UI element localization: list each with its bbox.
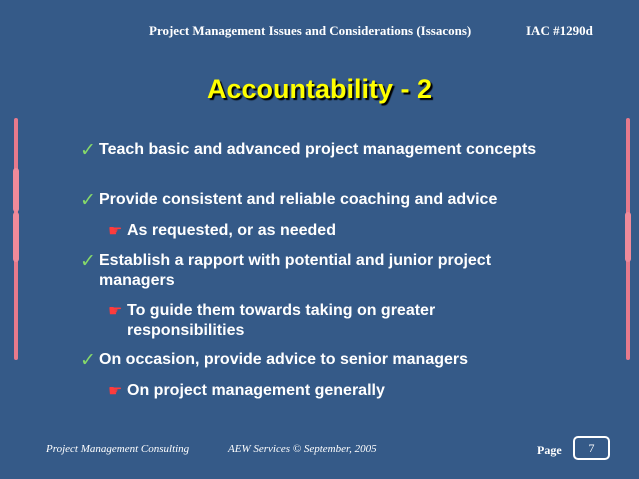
checkmark-icon: ✓ xyxy=(80,250,96,272)
pointing-hand-icon: ☛ xyxy=(108,301,123,320)
checkmark-icon: ✓ xyxy=(80,189,96,211)
footer-company: Project Management Consulting xyxy=(46,443,190,455)
bullet-text: Provide consistent and reliable coaching and advice xyxy=(99,191,498,208)
checkmark-icon: ✓ xyxy=(80,139,96,161)
sub-bullet-text: To guide them towards taking on greater responsibilities xyxy=(127,302,436,339)
footer-copyright: AEW Services © September, 2005 xyxy=(228,443,377,455)
left-bar-accent xyxy=(13,212,19,262)
sub-bullet-text: As requested, or as needed xyxy=(127,222,336,239)
left-bar-accent xyxy=(13,168,19,212)
checkmark-icon: ✓ xyxy=(80,349,96,371)
sub-bullet-item xyxy=(108,221,528,241)
sub-bullet-item xyxy=(108,301,528,341)
pointing-hand-icon: ☛ xyxy=(108,221,123,240)
page-number: 7 xyxy=(573,436,610,460)
pointing-hand-icon: ☛ xyxy=(108,381,123,400)
slide-title: Accountability - 2 xyxy=(206,74,433,104)
bullet-item xyxy=(80,140,540,160)
bullet-text: Teach basic and advanced project management concepts xyxy=(99,141,537,158)
page-label: Page xyxy=(537,443,562,457)
header-title: Project Management Issues and Considerations (Issacons) xyxy=(149,23,472,38)
right-bar-accent xyxy=(625,212,631,262)
bullet-item xyxy=(80,350,540,370)
bullet-text: On occasion, provide advice to senior managers xyxy=(99,351,469,368)
header-code: IAC #1290d xyxy=(526,23,593,38)
bullet-item xyxy=(80,251,540,291)
bullet-item xyxy=(80,190,540,210)
sub-bullet-text: On project management generally xyxy=(127,382,385,399)
sub-bullet-item xyxy=(108,381,528,401)
bullet-text: Establish a rapport with potential and junior project managers xyxy=(99,252,492,289)
